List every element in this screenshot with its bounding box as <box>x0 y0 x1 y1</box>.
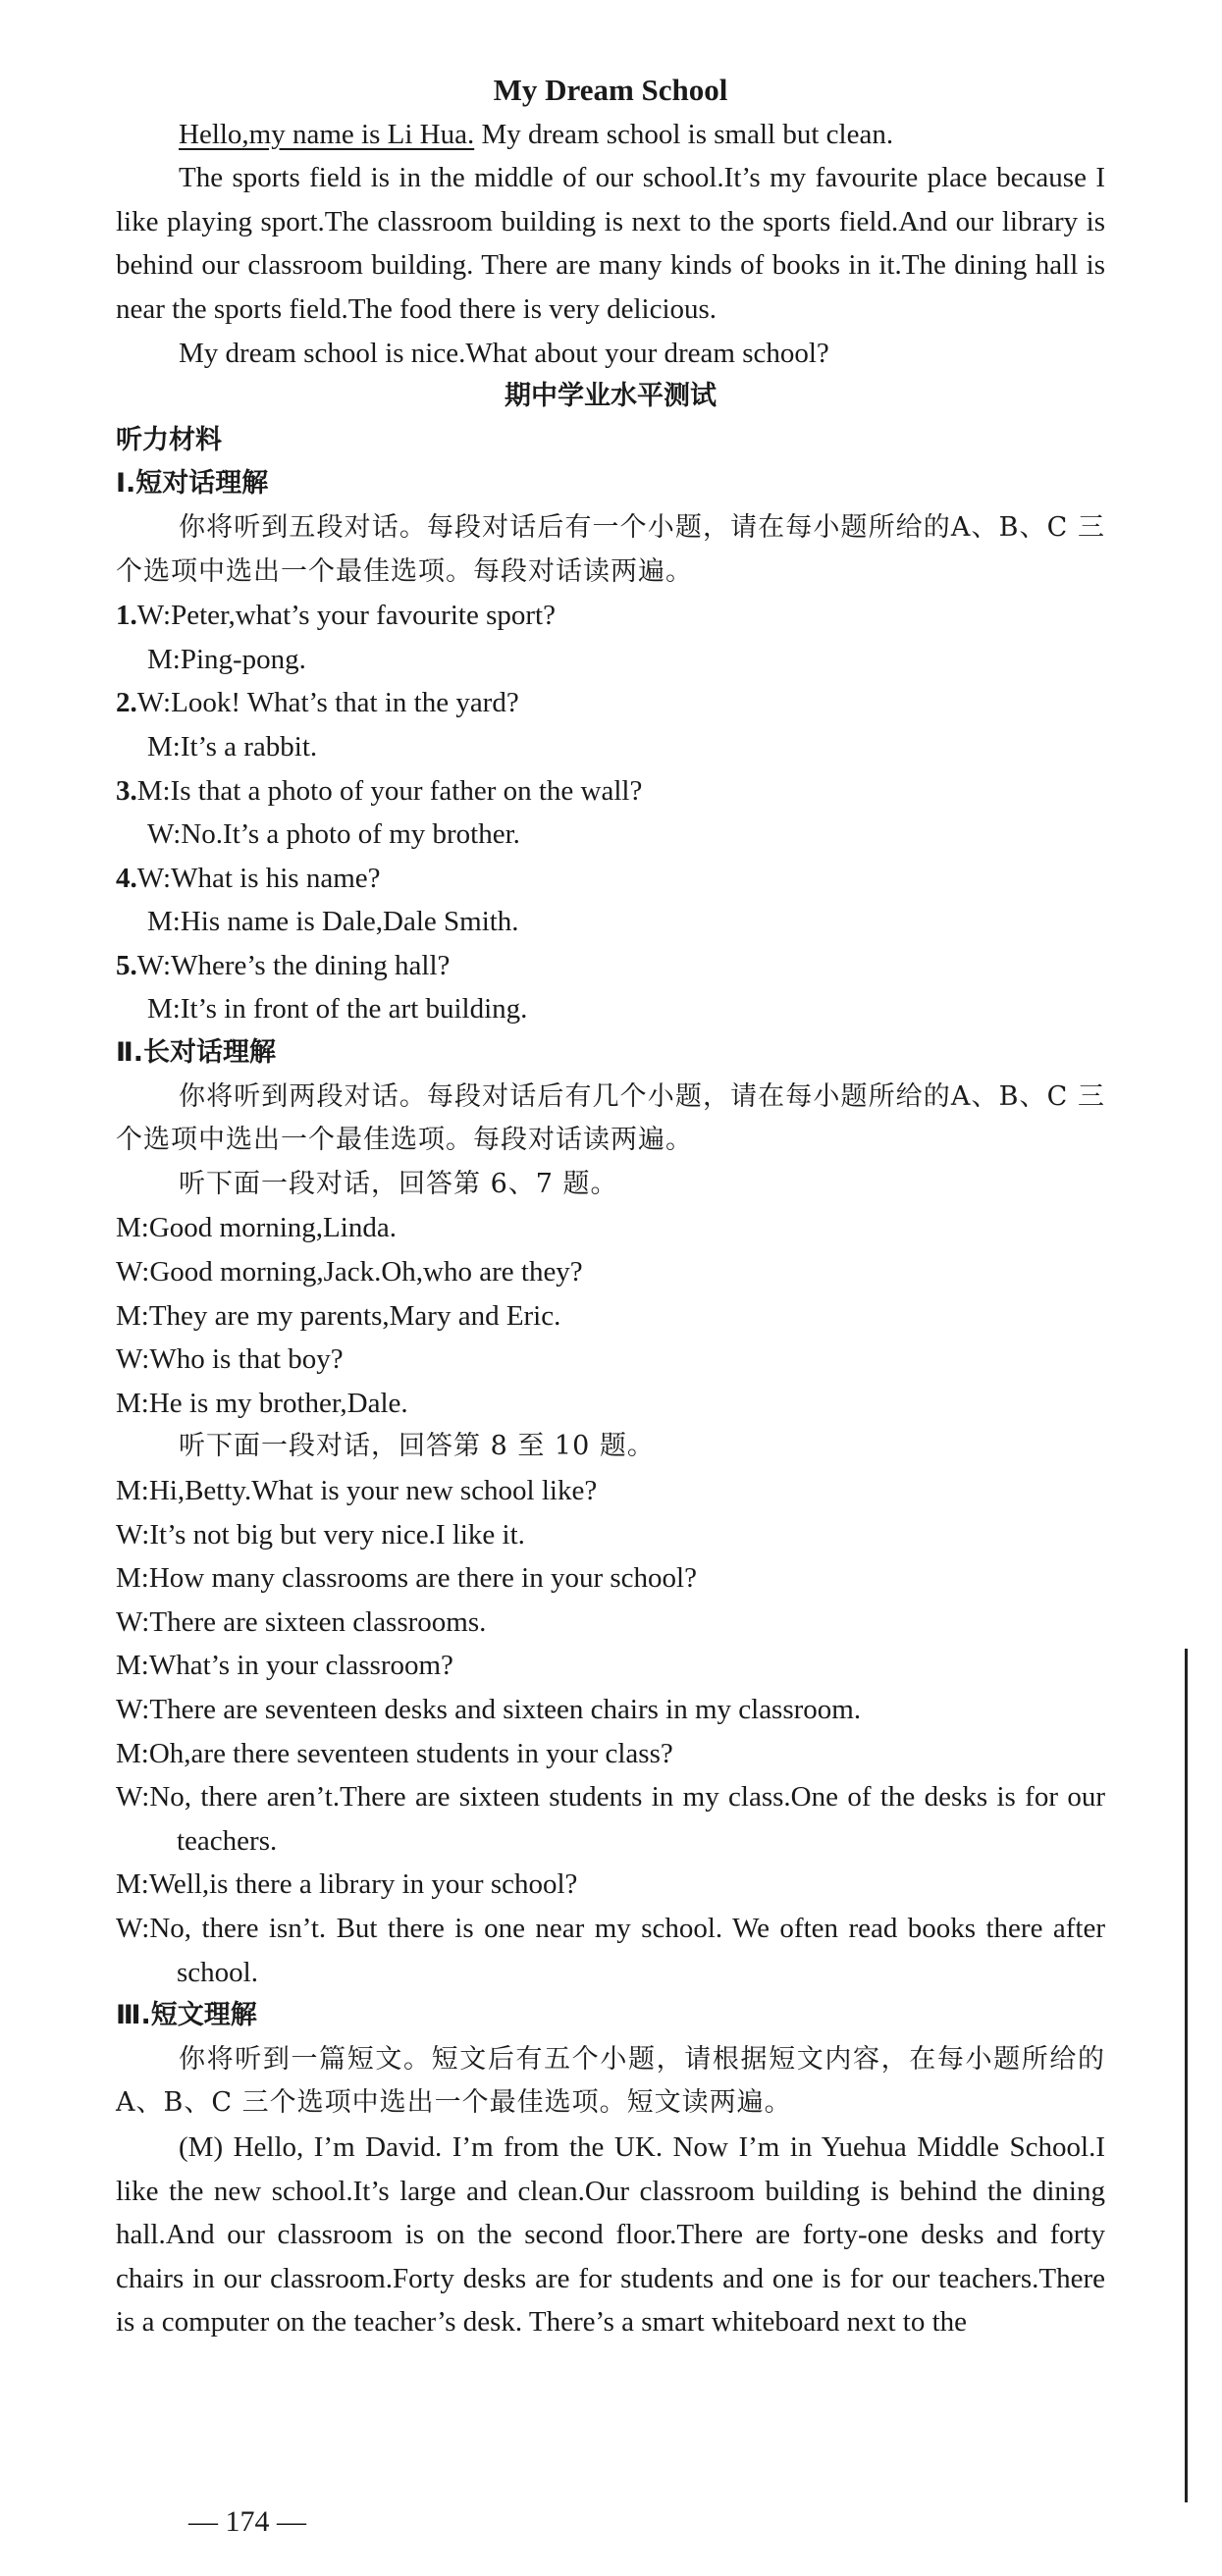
part2-intro-2: 听下面一段对话，回答第 8 至 10 题。 <box>179 1431 655 1462</box>
part2-intro-1: 听下面一段对话，回答第 6、7 题。 <box>179 1168 618 1199</box>
dialog-line: M:Oh,are there seventeen students in your class? <box>116 1737 673 1769</box>
document-page <box>116 69 1105 2344</box>
part1-heading: Ⅰ.短对话理解 <box>116 468 269 499</box>
part1-item <box>116 857 1105 944</box>
dialog-line: M:Well,is there a library in your school? <box>116 1868 578 1901</box>
dialog-line: W:No, there aren’t.There are sixteen students in my class.One of the desks is for our teachers. <box>116 1781 1105 1857</box>
dialog-line: M:Hi,Betty.What is your new school like? <box>116 1475 598 1506</box>
part1-item <box>116 594 1105 681</box>
dialog-line: W:It’s not big but very nice.I like it. <box>116 1518 525 1551</box>
dialog-line: M:They are my parents,Mary and Eric. <box>116 1299 561 1332</box>
item-number: 5. <box>116 949 137 981</box>
dialog-line: W:Good morning,Jack.Oh,who are they? <box>116 1256 583 1288</box>
reading-paragraph-3: My dream school is nice.What about your dream school? <box>179 337 829 369</box>
item-line-1: W:Peter,what’s your favourite sport? <box>136 600 556 632</box>
reading-paragraph-1-rest: My dream school is small but clean. <box>474 118 894 150</box>
dialog-line: W:No, there isn’t. But there is one near my school. We often read books there after school. <box>116 1912 1105 1988</box>
item-line-2: M:It’s in front of the art building. <box>147 993 528 1025</box>
reading-paragraph-1 <box>116 113 1105 157</box>
reading-title: My Dream School <box>493 73 728 107</box>
dialog-line: W:Who is that boy? <box>116 1343 344 1376</box>
part1-item <box>116 681 1105 768</box>
item-number: 2. <box>116 687 137 719</box>
part2-heading: Ⅱ.长对话理解 <box>116 1037 277 1069</box>
item-number: 4. <box>116 862 137 894</box>
part2-instruction: 你将听到两段对话。每段对话后有几个小题，请在每小题所给的A、B、C 三个选项中选出一个最佳选项。每段对话读两遍。 <box>116 1080 1105 1156</box>
part3-passage: (M) Hello, I’m David. I’m from the UK. Now I’m in Yuehua Middle School.I like the new school.It’s large and clean.Our classroom building is behind the dining hall.And our classroom is on the second floor.There are forty-one desks and forty chairs in our classroom.Forty desks are for students and one is for our teachers.There is a computer on the teacher’s desk. There’s a smart whiteboard next to the <box>116 2130 1105 2339</box>
page-number: — 174 — <box>188 2505 306 2538</box>
underlined-sentence: Hello,my name is Li Hua. <box>179 118 475 150</box>
dialog-line: M:What’s in your classroom? <box>116 1650 453 1682</box>
dialog-line: W:There are sixteen classrooms. <box>116 1605 487 1638</box>
listening-label: 听力材料 <box>116 424 222 455</box>
item-line-2: W:No.It’s a photo of my brother. <box>147 818 520 851</box>
dialog-line: M:How many classrooms are there in your school? <box>116 1562 697 1595</box>
exam-title: 期中学业水平测试 <box>505 381 717 412</box>
reading-paragraph-2: The sports field is in the middle of our school.It’s my favourite place because I like playing sport.The classroom building is next to the sports field.And our library is behind our classroom building. There are many kinds of books in it.The dining hall is near the sports field.The food there is very delicious. <box>116 162 1105 325</box>
part3-instruction: 你将听到一篇短文。短文后有五个小题，请根据短文内容，在每小题所给的 A、B、C 三个选项中选出一个最佳选项。短文读两遍。 <box>116 2043 1105 2119</box>
item-line-1: M:Is that a photo of your father on the wall? <box>136 774 643 807</box>
margin-rule <box>1185 1649 1188 2502</box>
dialog-line: M:Good morning,Linda. <box>116 1212 397 1244</box>
item-line-1: W:What is his name? <box>136 862 381 894</box>
part1-item <box>116 769 1105 857</box>
part3-heading: Ⅲ.短文理解 <box>116 2000 257 2031</box>
dialog-line: M:He is my brother,Dale. <box>116 1387 408 1419</box>
item-line-2: M:His name is Dale,Dale Smith. <box>147 906 519 938</box>
item-line-2: M:Ping-pong. <box>147 643 306 675</box>
item-line-1: W:Look! What’s that in the yard? <box>136 687 519 719</box>
dialog-line: W:There are seventeen desks and sixteen chairs in my classroom. <box>116 1693 862 1725</box>
item-number: 1. <box>116 600 137 632</box>
item-line-1: W:Where’s the dining hall? <box>136 949 451 981</box>
part1-item <box>116 944 1105 1031</box>
item-line-2: M:It’s a rabbit. <box>147 730 318 762</box>
item-number: 3. <box>116 774 137 807</box>
part1-instruction: 你将听到五段对话。每段对话后有一个小题，请在每小题所给的A、B、C 三个选项中选出一个最佳选项。每段对话读两遍。 <box>116 511 1105 587</box>
